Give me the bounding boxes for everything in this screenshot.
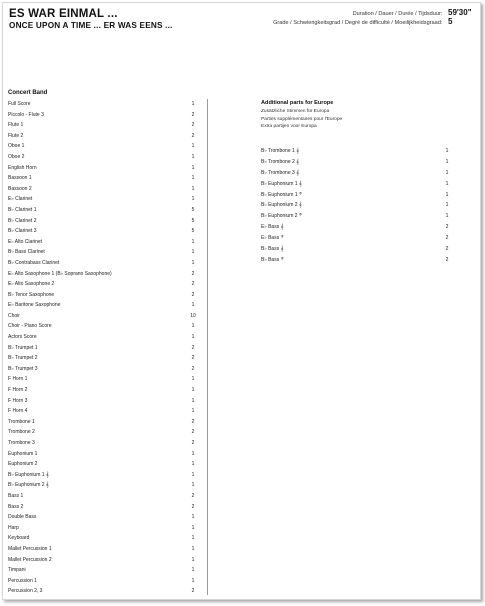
duration-value: 59'30"	[448, 8, 472, 17]
part-quantity: 1	[445, 191, 449, 198]
part-name: Bass 2	[8, 503, 24, 510]
part-quantity: 2	[445, 224, 449, 231]
part-quantity: 5	[191, 228, 195, 235]
part-name: Choir	[8, 312, 20, 319]
grade-label: Grade / Schwierigkeitsgrad / Degré de difficulté / Moeilijkheidsgraad:	[273, 20, 443, 26]
part-quantity: 1	[191, 101, 195, 107]
part-name: B♭ Euphonium 1 𝄞	[261, 180, 302, 187]
part-quantity: 1	[191, 334, 195, 341]
part-quantity: 1	[191, 238, 195, 245]
part-row	[8, 533, 197, 544]
part-row	[8, 438, 197, 449]
part-row	[8, 321, 197, 332]
part-row	[8, 364, 197, 375]
part-quantity: 2	[445, 256, 449, 263]
part-row	[8, 353, 197, 364]
part-name: Euphonium 2	[8, 461, 38, 468]
part-name: English Horn	[8, 164, 37, 171]
part-row	[261, 255, 451, 266]
part-name: F Horn 3	[8, 397, 28, 404]
part-quantity: 1	[191, 450, 195, 457]
grade-line	[273, 17, 472, 26]
part-quantity: 1	[191, 397, 195, 404]
part-quantity: 2	[191, 355, 195, 362]
part-name: Percussion 2, 3	[8, 588, 43, 595]
part-quantity: 1	[191, 461, 195, 468]
part-quantity: 1	[191, 535, 195, 542]
part-name: B♭ Euphonium 1 𝄞	[8, 471, 49, 478]
part-quantity: 2	[191, 111, 195, 118]
part-name: Timpani	[8, 567, 26, 574]
part-quantity: 1	[191, 164, 195, 171]
part-row	[8, 449, 197, 460]
part-quantity: 1	[445, 169, 449, 176]
part-quantity: 1	[191, 577, 195, 584]
part-quantity: 1	[191, 514, 195, 521]
part-name: B♭ Clarinet 3	[8, 228, 37, 235]
part-name: Flute 1	[8, 122, 24, 129]
part-name: Mallet Percussion 1	[8, 545, 52, 552]
part-name: Bassoon 2	[8, 185, 32, 192]
part-row	[8, 237, 197, 248]
page-subtitle: ONCE UPON A TIME ... ER WAS EENS ...	[9, 21, 173, 30]
part-row	[8, 279, 197, 290]
part-row	[261, 190, 451, 201]
part-row	[8, 544, 197, 555]
part-row	[8, 502, 197, 513]
part-name: Oboe 2	[8, 153, 25, 160]
part-name: E♭ Alto Clarinet	[8, 238, 43, 245]
part-name: Percussion 1	[8, 577, 37, 584]
part-quantity: 1	[191, 143, 195, 150]
part-name: E♭ Clarinet	[8, 196, 33, 203]
part-quantity: 2	[191, 503, 195, 510]
part-quantity: 1	[191, 556, 195, 563]
part-name: F Horn 1	[8, 376, 28, 383]
part-row	[261, 211, 451, 222]
part-name: B♭ Contrabass Clarinet	[8, 259, 60, 266]
part-name: Mallet Percussion 2	[8, 556, 52, 563]
part-row	[8, 141, 197, 152]
concert-band-parts-list	[8, 99, 197, 597]
part-quantity: 2	[191, 440, 195, 446]
part-quantity: 1	[191, 387, 195, 394]
part-row	[8, 555, 197, 566]
part-name: E♭ Alto Saxophone 1 (B♭ Soprano Saxophone)	[8, 270, 112, 277]
part-row	[8, 173, 197, 184]
part-name: B♭ Euphonium 1 𝄢	[261, 191, 303, 198]
parts-list-page	[2, 2, 481, 600]
part-row	[8, 258, 197, 269]
part-row	[8, 247, 197, 258]
part-name: Trombone 2	[8, 429, 35, 436]
part-name: B♭ Trombone 1 𝄞	[261, 148, 300, 154]
part-quantity: 2	[445, 246, 449, 253]
part-name: Keyboard	[8, 535, 30, 542]
part-row	[8, 586, 197, 597]
part-quantity: 5	[191, 206, 195, 213]
part-name: B♭ Bass 𝄢	[261, 256, 284, 263]
part-row	[8, 470, 197, 481]
part-name: E♭ Alto Saxophone 2	[8, 281, 55, 288]
part-name: Harp	[8, 524, 19, 531]
part-row	[8, 311, 197, 322]
additional-parts-title: Additional parts for Europe	[261, 100, 334, 106]
part-quantity: 2	[191, 291, 195, 298]
part-row	[8, 152, 197, 163]
part-row	[8, 99, 197, 110]
part-row	[8, 110, 197, 121]
part-quantity: 1	[445, 180, 449, 187]
part-name: B♭ Trombone 2 𝄞	[261, 158, 300, 165]
part-quantity: 1	[445, 202, 449, 209]
part-row	[8, 385, 197, 396]
part-quantity: 1	[191, 196, 195, 203]
part-row	[8, 290, 197, 301]
part-name: Piccolo - Flute 3	[8, 111, 44, 118]
part-quantity: 2	[191, 365, 195, 372]
part-quantity: 2	[191, 588, 195, 595]
part-quantity: 1	[445, 148, 449, 154]
part-quantity: 1	[191, 185, 195, 192]
part-name: Trombone 1	[8, 418, 35, 425]
part-name: B♭ Tenor Saxophone	[8, 291, 55, 298]
grade-value: 5	[448, 17, 453, 26]
part-quantity: 5	[191, 217, 195, 224]
part-quantity: 1	[191, 482, 195, 489]
part-name: B♭ Euphonium 2 𝄢	[261, 213, 303, 220]
part-row	[8, 226, 197, 237]
part-quantity: 1	[445, 213, 449, 220]
part-row	[8, 205, 197, 216]
part-quantity: 2	[445, 235, 449, 242]
part-row	[8, 491, 197, 502]
part-row	[8, 332, 197, 343]
part-row	[261, 157, 451, 168]
part-name: Flute 2	[8, 132, 24, 139]
part-row	[8, 120, 197, 131]
part-quantity: 1	[191, 376, 195, 383]
part-quantity: 2	[191, 281, 195, 288]
part-row	[8, 343, 197, 354]
part-name: B♭ Bass Clarinet	[8, 249, 45, 256]
part-row	[8, 523, 197, 534]
part-name: Bass 1	[8, 492, 24, 499]
part-name: Trombone 3	[8, 440, 35, 446]
part-name: Full Score	[8, 101, 31, 107]
part-name: Bassoon 1	[8, 175, 32, 182]
part-name: E♭ Bass 𝄞	[261, 224, 284, 231]
part-name: B♭ Trumpet 1	[8, 344, 38, 351]
part-row	[8, 300, 197, 311]
part-row	[8, 459, 197, 470]
concert-band-title: Concert Band	[8, 90, 48, 96]
part-quantity: 2	[191, 492, 195, 499]
part-row	[8, 184, 197, 195]
part-quantity: 1	[191, 545, 195, 552]
additional-subtitle-de: Zusätzliche Stimmen für Europa	[261, 109, 330, 114]
part-quantity: 1	[191, 471, 195, 478]
part-row	[8, 396, 197, 407]
part-quantity: 2	[191, 344, 195, 351]
additional-parts-list	[261, 146, 451, 266]
part-row	[8, 374, 197, 385]
part-name: F Horn 4	[8, 408, 28, 415]
part-row	[8, 194, 197, 205]
part-quantity: 1	[191, 249, 195, 256]
part-name: B♭ Euphonium 2 𝄞	[8, 482, 49, 489]
part-row	[261, 168, 451, 179]
part-quantity: 2	[191, 418, 195, 425]
part-name: Actors Score	[8, 334, 37, 341]
part-quantity: 10	[190, 312, 196, 319]
part-row	[8, 565, 197, 576]
part-name: B♭ Clarinet 1	[8, 206, 37, 213]
part-name: B♭ Clarinet 2	[8, 217, 37, 224]
additional-subtitle-fr: Parties supplémentaires pour l'Europe	[261, 116, 343, 122]
part-quantity: 1	[191, 175, 195, 182]
part-row	[8, 216, 197, 227]
part-quantity: 1	[191, 408, 195, 415]
part-row	[8, 417, 197, 428]
part-name: B♭ Trumpet 2	[8, 355, 38, 362]
part-row	[261, 179, 451, 190]
duration-line	[353, 8, 472, 17]
part-row	[8, 427, 197, 438]
part-name: B♭ Bass 𝄞	[261, 246, 284, 253]
page-title: ES WAR EINMAL ...	[9, 8, 118, 20]
part-row	[8, 163, 197, 174]
part-quantity: 2	[191, 429, 195, 436]
part-row	[8, 480, 197, 491]
part-name: Choir - Piano Score	[8, 323, 52, 330]
part-quantity: 2	[191, 122, 195, 129]
part-quantity: 1	[191, 524, 195, 531]
additional-subtitle-nl: Extra partijen voor Europa	[261, 124, 317, 130]
part-row	[261, 244, 451, 255]
part-quantity: 1	[191, 567, 195, 574]
part-quantity: 2	[191, 270, 195, 277]
additional-parts-header	[261, 99, 451, 131]
part-quantity: 2	[191, 132, 195, 139]
part-quantity: 1	[191, 153, 195, 160]
part-row	[8, 576, 197, 587]
part-quantity: 1	[445, 158, 449, 165]
part-quantity: 1	[191, 323, 195, 330]
part-name: B♭ Trombone 3 𝄞	[261, 169, 300, 176]
column-divider	[207, 99, 208, 595]
part-row	[8, 269, 197, 280]
part-row	[261, 146, 451, 157]
part-quantity: 1	[191, 302, 195, 309]
part-name: B♭ Trumpet 3	[8, 365, 38, 372]
part-name: B♭ Euphonium 2 𝄞	[261, 202, 302, 209]
part-row	[8, 406, 197, 417]
part-name: E♭ Baritone Saxophone	[8, 302, 61, 309]
part-row	[261, 233, 451, 244]
part-name: Double Bass	[8, 514, 37, 521]
part-name: Oboe 1	[8, 143, 25, 150]
part-name: E♭ Bass 𝄢	[261, 235, 284, 242]
part-row	[261, 200, 451, 211]
part-name: F Horn 2	[8, 387, 28, 394]
part-name: Euphonium 1	[8, 450, 38, 457]
part-quantity: 1	[191, 259, 195, 266]
part-row	[8, 512, 197, 523]
part-row	[8, 131, 197, 142]
part-row	[261, 222, 451, 233]
duration-label: Duration / Dauer / Durée / Tijdsduur:	[352, 11, 443, 17]
